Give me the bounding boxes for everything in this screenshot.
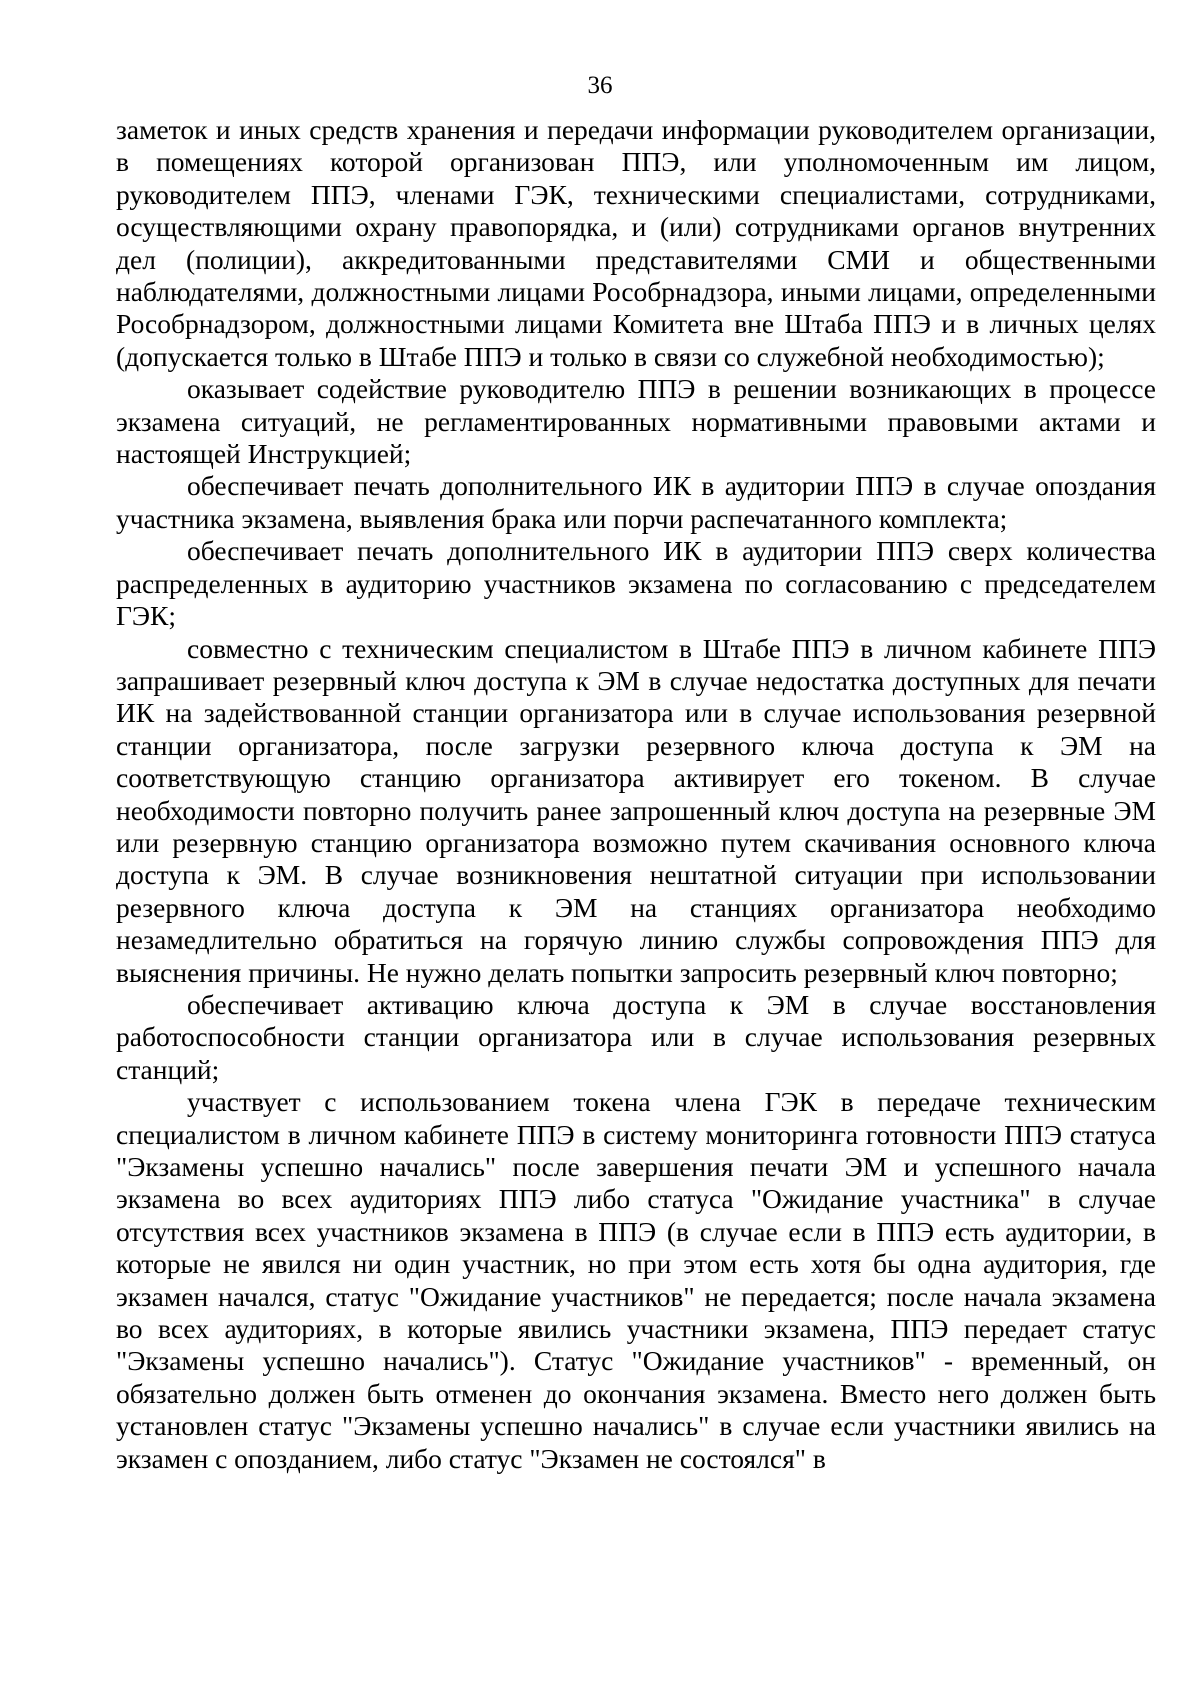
document-body bbox=[116, 114, 1156, 1475]
paragraph: обеспечивает печать дополнительного ИК в аудитории ППЭ в случае опоздания участника экзамена, выявления брака или порчи распечатанного комплекта; bbox=[116, 470, 1156, 534]
paragraph: оказывает содействие руководителю ППЭ в решении возникающих в процессе экзамена ситуаций, не регламентированных нормативными правовыми актами и настоящей Инструкцией; bbox=[116, 373, 1156, 470]
page-number: 36 bbox=[587, 72, 613, 99]
paragraph: участвует с использованием токена члена ГЭК в передаче техническим специалистом в личном кабинете ППЭ в систему мониторинга готовности ППЭ статуса "Экзамены успешно начались" после завершения печати ЭМ и успешного начала экзамена во всех аудиториях ППЭ либо статуса "Ожидание участника" в случае отсутствия всех участников экзамена в ППЭ (в случае если в ППЭ есть аудитории, в которые не явился ни один участник, но при этом есть хотя бы одна аудитория, где экзамен начался, статус "Ожидание участников" не передается; после начала экзамена во всех аудиториях, в которые явились участники экзамена, ППЭ передает статус "Экзамены успешно начались"). Статус "Ожидание участников" - временный, он обязательно должен быть отменен до окончания экзамена. Вместо него должен быть установлен статус "Экзамены успешно начались" в случае если участники явились на экзамен с опозданием, либо статус "Экзамен не состоялся" в bbox=[116, 1086, 1156, 1474]
paragraph-continuation: заметок и иных средств хранения и передачи информации руководителем организации, в помещениях которой организован ППЭ, или уполномоченным им лицом, руководителем ППЭ, членами ГЭК, техническими специалистами, сотрудниками, осуществляющими охрану правопорядка, и (или) сотрудниками органов внутренних дел (полиции), аккредитованными представителями СМИ и общественными наблюдателями, должностными лицами Рособрнадзора, иными лицами, определенными Рособрнадзором, должностными лицами Комитета вне Штаба ППЭ и в личных целях (допускается только в Штабе ППЭ и только в связи со служебной необходимостью); bbox=[116, 114, 1156, 372]
paragraph: обеспечивает активацию ключа доступа к ЭМ в случае восстановления работоспособности станции организатора или в случае использования резервных станций; bbox=[116, 988, 1156, 1085]
paragraph: обеспечивает печать дополнительного ИК в аудитории ППЭ сверх количества распределенных в аудиторию участников экзамена по согласованию с председателем ГЭК; bbox=[116, 535, 1156, 632]
paragraph: совместно с техническим специалистом в Штабе ППЭ в личном кабинете ППЭ запрашивает резервный ключ доступа к ЭМ в случае недостатка доступных для печати ИК на задействованной станции организатора или в случае использования резервной станции организатора, после загрузки резервного ключа доступа к ЭМ на соответствующую станцию организатора активирует его токеном. В случае необходимости повторно получить ранее запрошенный ключ доступа на резервные ЭМ или резервную станцию организатора возможно путем скачивания основного ключа доступа к ЭМ. В случае возникновения нештатной ситуации при использовании резервного ключа доступа к ЭМ на станциях организатора необходимо незамедлительно обратиться на горячую линию службы сопровождения ППЭ для выяснения причины. Не нужно делать попытки запросить резервный ключ повторно; bbox=[116, 632, 1156, 988]
